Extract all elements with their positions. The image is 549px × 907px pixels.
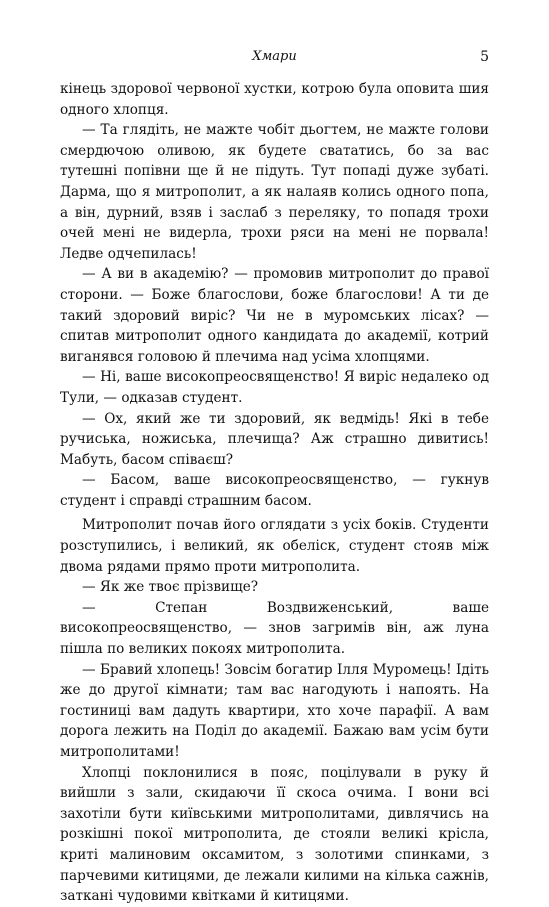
paragraph: — Ні, ваше високопреосвященство! Я виріс недалеко од Тули, — одказав студент. — [60, 369, 489, 406]
paragraph: — Як же твоє прізвище? — [82, 579, 259, 596]
paragraph: — Та глядіть, не мажте чобіт дьогтем, не мажте голови смердючою оливою, як будете свататись, бо за вас тутешні попівни ще й не підуть. Тут попаді дуже зубаті. Дарма, що я митрополит, а як налаяв колись одного попа, а він, дурний, взяв і заслаб з переляку, то попадя трохи очей мені не видерла, трохи ряси на мені не порвала! Ледве одчепилась! — [60, 122, 489, 262]
paragraph: — Степан Воздвиженський, ваше високопреосвященство, — знов загримів він, аж луна пішла по великих покоях митрополита. — [60, 599, 489, 658]
paragraph: — Бравий хлопець! Зовсім богатир Ілля Муромець! Ідіть же до другої кімнати; там вас нагодують і напоять. На гостиниці вам дадуть квартири, хто хоче парафії. А вам дорога лежить на Поділ до академії. Бажаю вам усім бути митрополитами! — [60, 661, 489, 760]
running-title: Хмари — [252, 49, 297, 64]
body-text — [60, 79, 489, 907]
page-number: 5 — [480, 49, 489, 65]
paragraph: Хлопці поклонилися в пояс, поцілували в руку й вийшли з зали, скидаючи її скоса очима. І вони всі захотіли бути київськими митрополитами, дивлячись на розкішні покої митрополита, де стояли великі крісла, криті малиновим оксамитом, з золотими спинками, з парчевими китицями, де лежали килими на кілька сажнів, заткані чудовими квітками й китицями. — [60, 764, 489, 905]
page-header — [60, 47, 489, 67]
paragraph: — Ох, який же ти здоровий, як ведмідь! Які в тебе ручиська, ножиська, плечища? Аж страшно дивитись! Мабуть, басом співаєш? — [60, 410, 489, 468]
paragraph: Митрополит почав його оглядати з усіх боків. Студенти розступились, і великий, як обеліск, студент стояв між двома рядами прямо проти митрополита. — [60, 517, 489, 575]
paragraph: кінець здорової червоної хустки, котрою була оповита шия одного хлопця. — [60, 81, 489, 118]
paragraph: — А ви в академію? — промовив митрополит до правої сторони. — Боже благослови, боже благослови! А ти де такий здоровий виріс? Чи не в муромських лісах? — спитав митрополит одного кандидата до академії, котрий виганявся головою й плечима над усіма хлопцями. — [60, 266, 489, 365]
paragraph: — Басом, ваше високопреосвященство, — гукнув студент і справді страшним басом. — [60, 472, 489, 509]
